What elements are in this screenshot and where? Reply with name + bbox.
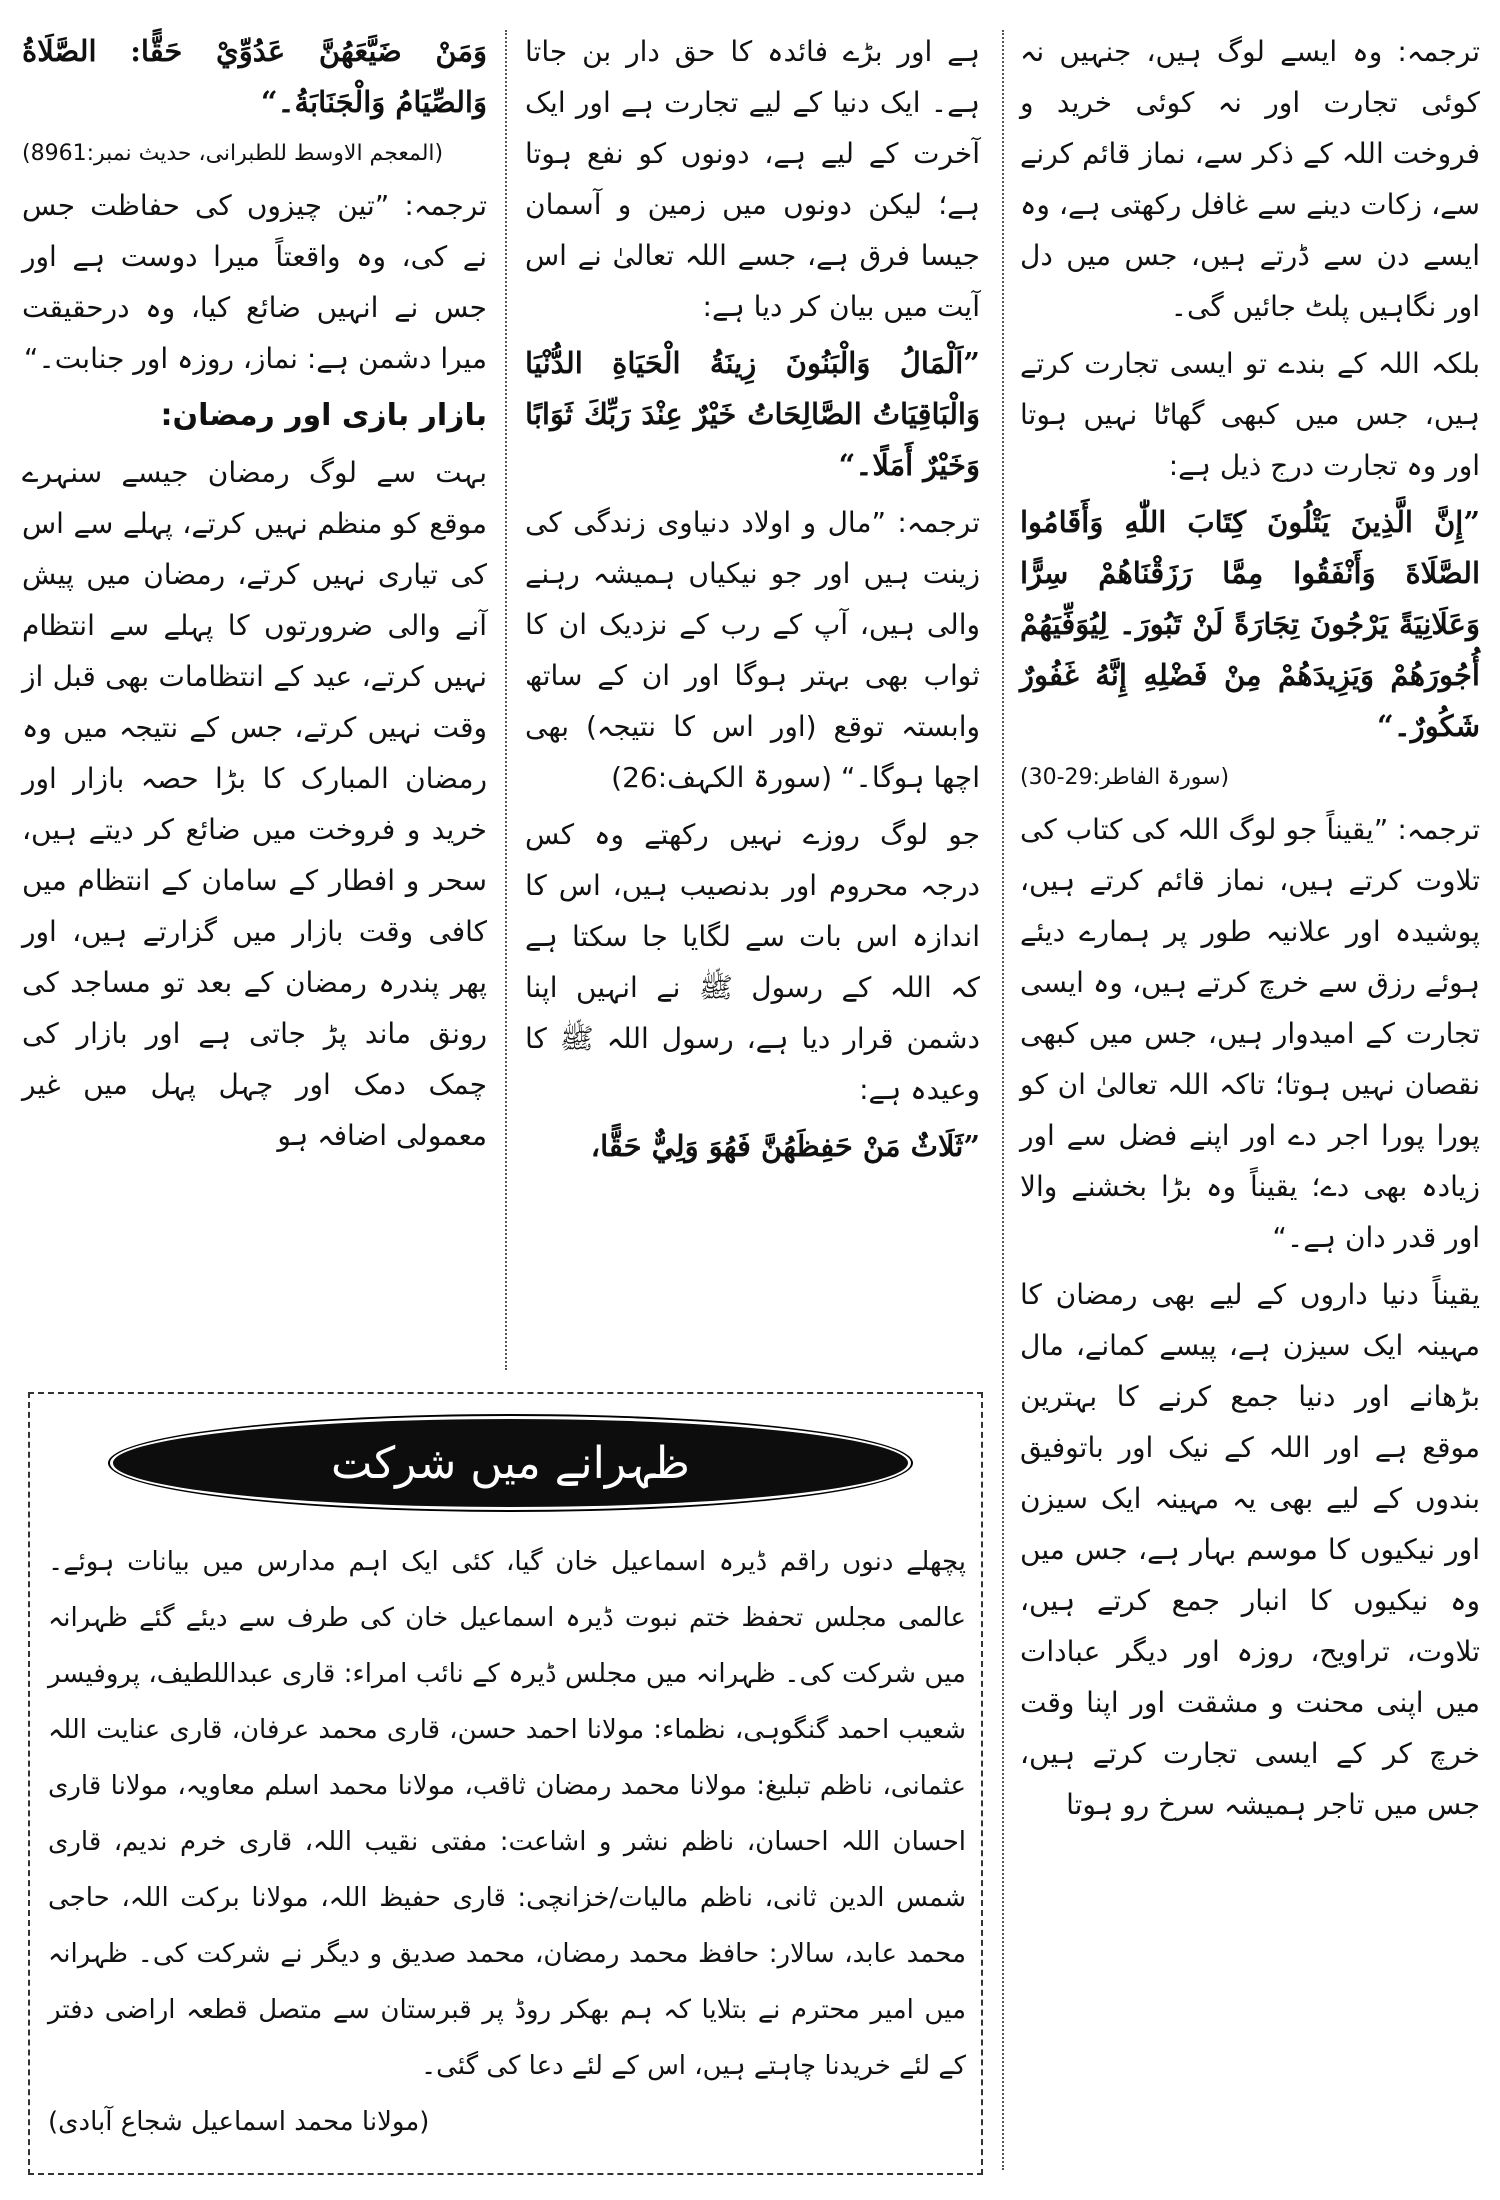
section-heading: بازار بازی اور رمضان: (160, 398, 487, 433)
arabic-verse: ”إِنَّ الَّذِينَ يَتْلُونَ كِتَابَ اللّٰهِ وَأَقَامُوا الصَّلَاةَ وَأَنْفَقُوا مِمَّا رَزَقْنَاهُمْ سِرًّا وَعَلَانِيَةً يَرْجُونَ تِجَارَةً لَنْ تَبُورَ۔ لِيُوَفِّيَهُمْ أُجُورَهُمْ وَيَزِيدَهُمْ مِنْ فَضْلِهِ إِنَّهُ غَفُورٌ شَكُورٌ۔“ (1020, 505, 1480, 743)
body-paragraph: جو لوگ روزے نہیں رکھتے وہ کس درجہ محروم اور بدنصیب ہیں، اس کا اندازہ اس بات سے لگایا جا سکتا ہے کہ اللہ کے رسول ﷺ نے انہیں اپنا دشمن قرار دیا ہے، رسول اللہ ﷺ کا وعیدہ ہے: (525, 818, 980, 1106)
body-paragraph: بہت سے لوگ رمضان جیسے سنہرے موقع کو منظم نہیں کرتے، پہلے سے اس کی تیاری نہیں کرتے، رمضان میں پیش آنے والی ضرورتوں کا پہلے سے انتظام نہیں کرتے، عید کے انتظامات بھی قبل از وقت نہیں کرتے، جس کے نتیجہ میں وہ رمضان المبارک کا بڑا حصہ بازار اور خرید و فروخت میں ضائع کر دیتے ہیں، سحر و افطار کے سامان کے انتظام میں کافی وقت بازار میں گزارتے ہیں، اور پھر پندرہ رمضان کے بعد تو مساجد کی رونق ماند پڑ جاتی ہے اور بازار کی چمک دمک اور چہل پہل میں غیر معمولی اضافہ ہو (22, 456, 487, 1152)
hadith-translation: ترجمہ: ”تین چیزوں کی حفاظت جس نے کی، وہ واقعتاً میرا دوست ہے اور جس نے انہیں ضائع کیا، وہ درحقیقت میرا دشمن ہے: نماز، روزہ اور جنابت۔“ (22, 189, 487, 375)
news-body: پچھلے دنوں راقم ڈیرہ اسماعیل خان گیا، کئی ایک اہم مدارس میں بیانات ہوئے۔ عالمی مجلس تحفظ ختم نبوت ڈیرہ اسماعیل خان کی طرف سے دیئے گئے ظہرانہ میں شرکت کی۔ ظہرانہ میں مجلس ڈیرہ کے نائب امراء: قاری عبداللطیف، پروفیسر شعیب احمد گنگوہی، نظماء: مولانا احمد حسن، قاری محمد عرفان، قاری عنایت اللہ عثمانی، ناظم تبلیغ: مولانا محمد رمضان ثاقب، مولانا محمد اسلم معاویہ، مولانا قاری احسان اللہ احسان، ناظم نشر و اشاعت: مفتی نقیب اللہ، قاری خرم ندیم، قاری شمس الدین ثانی، ناظم مالیات/خزانچی: قاری حفیظ اللہ، مولانا برکت اللہ، حاجی محمد عابد، سالار: حافظ محمد رمضان، محمد صدیق و دیگر نے شرکت کی۔ ظہرانہ میں امیر محترم نے بتلایا کہ ہم بھکر روڈ پر قبرستان سے متصل قطعہ اراضی دفتر کے لئے خریدنا چاہتے ہیں، اس کے لئے دعا کی گئی۔ (48, 1547, 966, 2081)
column-left (22, 26, 487, 1371)
column-divider (505, 30, 507, 1370)
intro-paragraph: ہے اور بڑے فائدہ کا حق دار بن جاتا ہے۔ ایک دنیا کے لیے تجارت ہے اور ایک آخرت کے لیے ہے، دونوں کو نفع ہوتا ہے؛ لیکن دونوں میں زمین و آسمان جیسا فرق ہے، جسے اللہ تعالیٰ نے اس آیت میں بیان کر دیا ہے: (525, 35, 980, 323)
hadith-end: وَمَنْ ضَيَّعَهُنَّ عَدُوِّيْ حَقًّا: الصَّلَاةُ وَالصِّيَامُ وَالْجَنَابَةُ۔“ (22, 34, 487, 119)
verse-translation: ترجمہ: ”یقیناً جو لوگ اللہ کی کتاب کی تلاوت کرتے ہیں، نماز قائم کرتے ہیں، پوشیدہ اور علانیہ طور پر ہمارے دیئے ہوئے رزق سے خرچ کرتے ہیں، وہ ایسی تجارت کے امیدوار ہیں، جس میں کبھی نقصان نہیں ہوتا؛ تاکہ اللہ تعالیٰ ان کو پورا پورا اجر دے اور اپنے فضل سے اور زیادہ بھی دے؛ یقیناً وہ بڑا بخشنے والا اور قدر دان ہے۔“ (1020, 813, 1481, 1254)
column-divider (1002, 30, 1004, 2170)
news-title: ظہرانے میں شرکت (331, 1437, 690, 1489)
hadith-start: ”ثَلَاثٌ مَنْ حَفِظَهُنَّ فَهُوَ وَلِيٌّ حَقًّا، (590, 1129, 980, 1163)
hadith-reference: (المعجم الاوسط للطبرانی، حدیث نمبر:8961) (22, 141, 444, 166)
news-text (48, 1534, 966, 2150)
news-author: (مولانا محمد اسماعیل شجاع آبادی) (48, 2107, 430, 2137)
body-paragraph: بلکہ اللہ کے بندے تو ایسی تجارت کرتے ہیں، جس میں کبھی گھاٹا نہیں ہوتا اور وہ تجارت درج ذیل ہے: (1020, 347, 1480, 482)
closing-paragraph: یقیناً دنیا داروں کے لیے بھی رمضان کا مہینہ ایک سیزن ہے، پیسے کمانے، مال بڑھانے اور دنیا جمع کرنے کا بہترین موقع ہے اور اللہ کے نیک اور باتوفیق بندوں کے لیے بھی یہ مہینہ ایک سیزن اور نیکیوں کا موسم بہار ہے، جس میں وہ نیکیوں کا انبار جمع کرتے ہیں، تلاوت، تراویح، روزہ اور دیگر عبادات میں اپنی محنت و مشقت اور اپنا وقت خرچ کر کے ایسی تجارت کرتے ہیں، جس میں تاجر ہمیشہ سرخ رو ہوتا (1020, 1278, 1480, 1821)
arabic-verse: ”اَلْمَالُ وَالْبَنُونَ زِينَةُ الْحَيَاةِ الدُّنْيَا وَالْبَاقِيَاتُ الصَّالِحَاتُ خَيْرٌ عِنْدَ رَبِّكَ ثَوَابًا وَخَيْرٌ أَمَلًا۔“ (525, 346, 980, 482)
verse-reference: (سورۃ الفاطر:29-30) (1020, 765, 1230, 790)
news-box (28, 1392, 983, 2175)
news-title-banner (110, 1416, 911, 1510)
column-middle (525, 26, 980, 1371)
translation-paragraph: ترجمہ: وہ ایسے لوگ ہیں، جنہیں نہ کوئی تجارت اور نہ کوئی خرید و فروخت اللہ کے ذکر سے، نماز قائم کرنے سے، زکات دینے سے غافل رکھتی ہے، وہ ایسے دن سے ڈرتے ہیں، جس میں دل اور نگاہیں پلٹ جائیں گی۔ (1020, 35, 1480, 323)
verse-translation: ترجمہ: ”مال و اولاد دنیاوی زندگی کی زینت ہیں اور جو نیکیاں ہمیشہ رہنے والی ہیں، آپ کے رب کے نزدیک ان کا ثواب بھی بہتر ہوگا اور ان کے ساتھ وابستہ توقع (اور اس کا نتیجہ) بھی اچھا ہوگا۔“ (سورۃ الکہف:26) (525, 506, 980, 794)
column-right (1020, 26, 1480, 2176)
